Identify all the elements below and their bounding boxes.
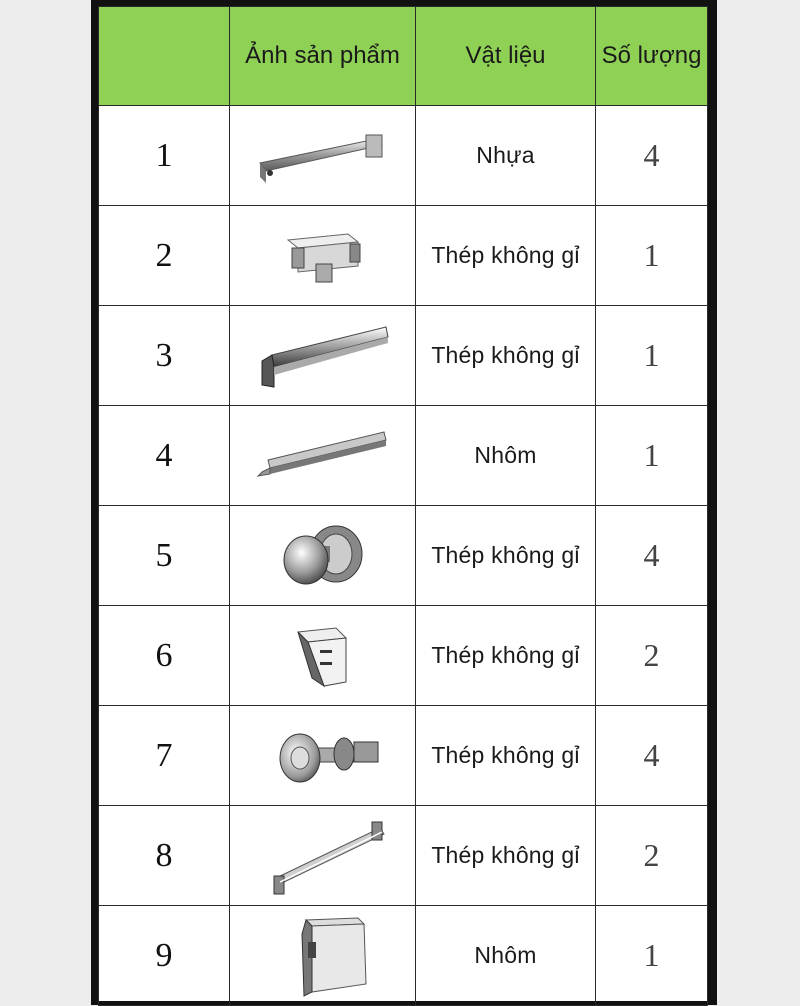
header-image: Ảnh sản phẩm (230, 7, 416, 106)
floor-guide-profile-icon (248, 914, 398, 998)
product-image-cell (230, 206, 416, 306)
quantity-cell: 1 (596, 206, 708, 306)
table-row (99, 806, 708, 906)
product-image-cell (230, 906, 416, 1006)
material-cell: Thép không gỉ (416, 206, 596, 306)
product-table-sheet (98, 6, 707, 1001)
row-number: 6 (99, 606, 230, 706)
table-row (99, 406, 708, 506)
material-cell: Thép không gỉ (416, 706, 596, 806)
roller-wheel-icon (248, 520, 398, 592)
quantity-cell: 1 (596, 406, 708, 506)
quantity-cell: 1 (596, 906, 708, 1006)
header-row (99, 7, 708, 106)
product-table (98, 6, 708, 1006)
product-image-cell (230, 806, 416, 906)
row-number: 9 (99, 906, 230, 1006)
header-index (99, 7, 230, 106)
material-cell: Nhôm (416, 406, 596, 506)
quantity-cell: 2 (596, 806, 708, 906)
quantity-cell: 4 (596, 706, 708, 806)
row-number: 7 (99, 706, 230, 806)
product-image-cell (230, 306, 416, 406)
row-number: 8 (99, 806, 230, 906)
row-number: 2 (99, 206, 230, 306)
product-image-cell (230, 706, 416, 806)
material-cell: Nhựa (416, 106, 596, 206)
row-number: 4 (99, 406, 230, 506)
knob-roller-icon (248, 720, 398, 792)
quantity-cell: 2 (596, 606, 708, 706)
table-row (99, 306, 708, 406)
material-cell: Thép không gỉ (416, 806, 596, 906)
angle-profile-icon (248, 426, 398, 486)
table-row (99, 606, 708, 706)
table-row (99, 206, 708, 306)
product-image-cell (230, 606, 416, 706)
quantity-cell: 1 (596, 306, 708, 406)
material-cell: Nhôm (416, 906, 596, 1006)
material-cell: Thép không gỉ (416, 606, 596, 706)
row-number: 1 (99, 106, 230, 206)
product-image-cell (230, 506, 416, 606)
row-number: 3 (99, 306, 230, 406)
quantity-cell: 4 (596, 106, 708, 206)
end-stopper-icon (248, 620, 398, 692)
material-cell: Thép không gỉ (416, 306, 596, 406)
header-material: Vật liệu (416, 7, 596, 106)
quantity-cell: 4 (596, 506, 708, 606)
product-image-cell (230, 106, 416, 206)
table-row (99, 106, 708, 206)
header-quantity: Số lượng (596, 7, 708, 106)
glass-clamp-icon (248, 226, 398, 286)
material-cell: Thép không gỉ (416, 506, 596, 606)
pull-handle-icon (248, 816, 398, 896)
table-row (99, 706, 708, 806)
u-channel-rail-icon (248, 321, 398, 391)
table-row (99, 906, 708, 1006)
long-arm-bracket-icon (248, 121, 398, 191)
product-image-cell (230, 406, 416, 506)
table-row (99, 506, 708, 606)
row-number: 5 (99, 506, 230, 606)
